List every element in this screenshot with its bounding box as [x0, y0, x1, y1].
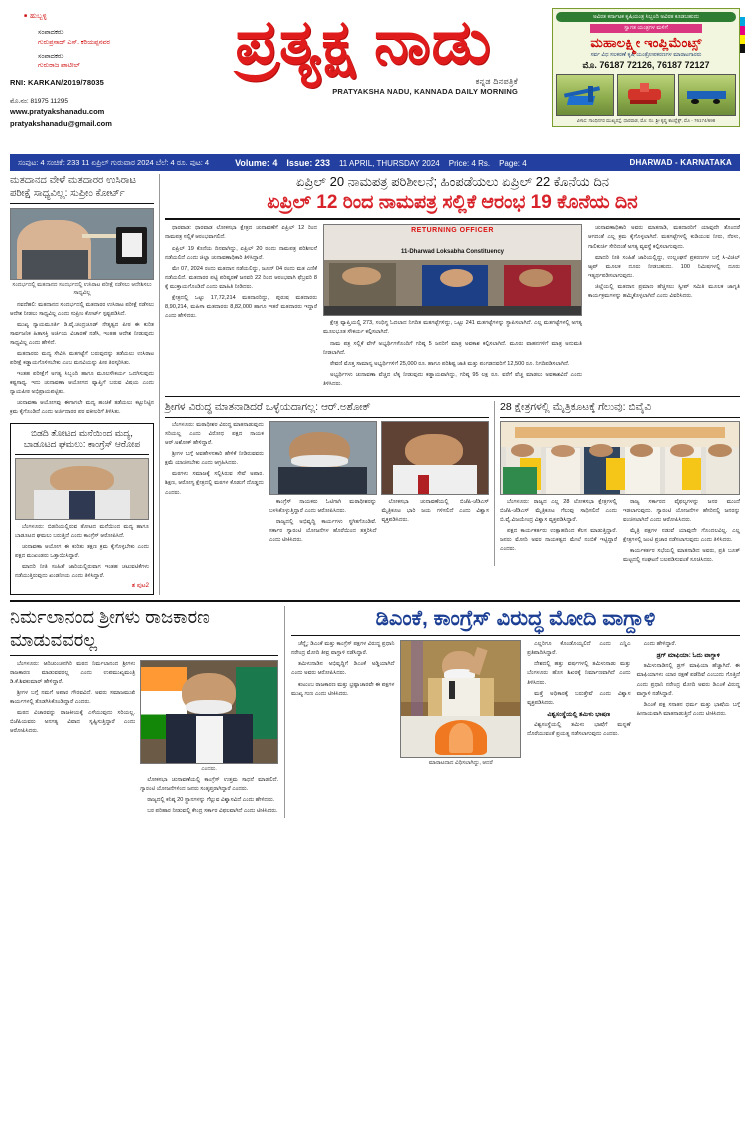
paragraph: ಬೆಂಗಳೂರು: ರಾಜ್ಯದ ಎಲ್ಲ 28 ಲೋಕಸಭಾ ಕ್ಷೇತ್ರಗಳಲ್ಲಿ ಬಿಜೆಪಿ-ಜೆಡಿಎಸ್ ಮೈತ್ರಿಕೂಟ ಗೆಲುವು ಸಾಧಿಸಲಿದೆ ಎಂದು ಬಿ.ವೈ.ವಿಜಯೇಂದ್ರ ವಿಶ್ವಾಸ ವ್ಯಕ್ತಪಡಿಸಿದ್ದಾರೆ. — [500, 499, 617, 524]
paragraph: ಬೆಂಗಳೂರು: ಮಠಾಧೀಶರ ವಿರುದ್ಧ ಮಾತನಾಡುವುದು ಸರಿಯಲ್ಲ ಎಂದು ವಿರೋಧ ಪಕ್ಷದ ನಾಯಕ ಆರ್.ಅಶೋಕ್ ಹೇಳಿದ್ದಾರೆ. — [165, 422, 264, 447]
editor-role-2: ಸಂಪಾದಕರು — [38, 52, 64, 60]
color-registration-strip — [740, 17, 745, 53]
paragraph: ಮತ್ತೆ ಅಧಿಕಾರಕ್ಕೆ ಬರುತ್ತೇವೆ ಎಂದು ವಿಶ್ವಾಸ ವ್ಯಕ್ತಪಡಿಸಿದರು. — [527, 690, 631, 706]
bottom-right-story — [291, 606, 740, 818]
mid-story-ashok — [165, 401, 489, 566]
editor-name-1: ಗುರುಪ್ರಸಾದ್ ಎಸ್. ಕರಿಯಪ್ಪನವರ — [38, 38, 110, 46]
contact-phone: ಮೊ.ನಂ: 81975 11295 — [10, 97, 68, 105]
bottom-right-subhead-2: ವಿಶ್ವಸಂಸ್ಥೆಯಲ್ಲಿ ತಮಿಳು ಭಾಷಣ — [547, 710, 611, 718]
returning-officer-photo — [323, 224, 582, 316]
rni-number: RNI: KARKAN/2019/78035 — [10, 77, 104, 87]
paragraph: ಮಾದರಿ ನೀತಿ ಸಂಹಿತೆ ಜಾರಿಯಲ್ಲಿದ್ದು, ಉಲ್ಲಂಘನೆ ಪ್ರಕರಣಗಳ ಬಗ್ಗೆ ಸಿ-ವಿಜಿಲ್ ಆ್ಯಪ್ ಮೂಲಕ ದೂರು ನೀಡಬಹುದು. 100 ನಿಮಿಷಗಳಲ್ಲಿ ದೂರು ಇತ್ಯರ್ಥಪಡಿಸಲಾಗುವುದು. — [588, 254, 741, 279]
paragraph: ಮೇ 07, 2024 ರಂದು ಮತದಾನ ನಡೆಯಲಿದ್ದು, ಜೂನ್ 04 ರಂದು ಮತ ಎಣಿಕೆ ನಡೆಯಲಿದೆ. ಮತದಾರರ ಪಟ್ಟಿ ಪರಿಷ್ಕರಣೆ ಜನವರಿ 22 ರಿಂದ ಆರಂಭವಾಗಿ ಫೆಬ್ರವರಿ 8 ಕ್ಕೆ ಮುಕ್ತಾಯಗೊಂಡಿದೆ ಎಂದು ಮಾಹಿತಿ ನೀಡಿದರು. — [165, 265, 318, 290]
paragraph: ಏಪ್ರಿಲ್ 19 ಕೊನೆಯ ದಿನವಾಗಿದ್ದು, ಏಪ್ರಿಲ್ 20 ರಂದು ನಾಮಪತ್ರ ಪರಿಶೀಲನೆ ನಡೆಯಲಿದೆ ಎಂದು ಜಿಲ್ಲಾ ಚುನಾವಣಾಧಿಕಾರಿ ತಿಳಿಸಿದ್ದಾರೆ. — [165, 245, 318, 261]
paragraph: ಬರ ಪರಿಹಾರ ನೀಡುವಲ್ಲಿ ಕೇಂದ್ರ ಸರ್ಕಾರ ವಿಫಲವಾಗಿದೆ ಎಂದು ಟೀಕಿಸಿದರು. — [147, 808, 278, 815]
lead-headline[interactable]: ಏಪ್ರಿಲ್ 12 ರಿಂದ ನಾಮಪತ್ರ ಸಲ್ಲಿಕೆ ಆರಂಭ 19 ಕೊನೆಯ ದಿನ — [267, 191, 638, 213]
continued-marker: ಶ ಪುಟ2 — [131, 583, 149, 590]
paragraph: ನಾಮ ಪತ್ರ ಸಲ್ಲಿಕೆ ವೇಳೆ ಅಭ್ಯರ್ಥಿಗಳೊಂದಿಗೆ ಗರಿಷ್ಠ 5 ಜನರಿಗೆ ಮಾತ್ರ ಅವಕಾಶ ಕಲ್ಪಿಸಲಾಗಿದೆ. ಮೂರು ವಾಹನಗಳಿಗೆ ಮಾತ್ರ ಅನುಮತಿ ನೀಡಲಾಗಿದೆ. — [323, 340, 582, 356]
ashok-photo — [381, 421, 489, 495]
paragraph: ಕ್ಷೇತ್ರ ವ್ಯಾಪ್ತಿಯಲ್ಲಿ 273, ಸಂಧಿಗ್ಧ ಓದಲಾದ ನಿಗದಿತ ಮತಗಟ್ಟೆಗಳಿದ್ದು, ಒಟ್ಟು 241 ಮತಗಟ್ಟೆಗಳನ್ನು ಸ್ಥಾಪಿಸಲಾಗಿದೆ. ಎಲ್ಲ ಮತಗಟ್ಟೆಗಳಲ್ಲಿ ಅಗತ್ಯ ಮೂಲಭೂತ ಸೌಕರ್ಯ ಕಲ್ಪಿಸಲಾಗಿದೆ. — [323, 320, 582, 336]
ad-product-images — [556, 74, 736, 116]
boxed-story-body — [15, 523, 149, 581]
paragraph: ಬೆಂಗಳೂರು: ಬಿಡದಿಯಲ್ಲಿರುವ ತೋಟದ ಮನೆಯಿಂದ ಮದ್ಯ ಹಾಗೂ ಬಾಡೂಟದ ಘಮಲು ಬರುತ್ತಿದೆ ಎಂದು ಕಾಂಗ್ರೆಸ್ ಆರೋಪಿಸಿದೆ. — [15, 523, 149, 539]
bottom-right-col-a — [291, 640, 394, 768]
paragraph: ಚೆನ್ನೈ: ಡಿಎಂಕೆ ಮತ್ತು ಕಾಂಗ್ರೆಸ್ ಪಕ್ಷಗಳ ವಿರುದ್ಧ ಪ್ರಧಾನಿ ನರೇಂದ್ರ ಮೋದಿ ತೀವ್ರ ವಾಗ್ದಾಳಿ ನಡೆಸಿದ್ದಾರೆ. — [291, 641, 395, 657]
bottom-right-caption: ಮಾರಾಟದಾದ ವಿಧಿಸಲಾಗಿದ್ದು, ಆದರೆ — [428, 760, 493, 767]
issue-date: 11 APRIL, THURSDAY 2024 — [338, 158, 440, 168]
masthead-left-info — [10, 8, 175, 129]
ad-description: ಸರ್ವ ವಿಧ ಸಲಕರಣೆ ಕೃಷಿ ಯಂತ್ರೋಪಕರಣಗಳ ಮಾರಾಟಗಾರರು — [590, 52, 702, 58]
masthead — [10, 8, 740, 150]
contact-website[interactable]: www.pratyakshanadu.com — [10, 107, 105, 117]
issue-pages: Page: 4 — [499, 158, 527, 168]
issue-info-kannada: ಸಂಪುಟ: 4 ಸಂಚಿಕೆ: 233 11 ಏಪ್ರಿಲ್ ಗುರುವಾರ 2024 ಬೆಲೆ: 4 ರೂ. ಪುಟ: 4 — [18, 157, 210, 167]
paragraph: ಮಾದರಿ ನೀತಿ ಸಂಹಿತೆ ಜಾರಿಯಲ್ಲಿರುವಾಗ ಇಂತಹ ಚಟುವಟಿಕೆಗಳು ನಡೆಯುತ್ತಿರುವುದು ಖಂಡನೀಯ ಎಂದು ತಿಳಿಸಿದ್ದಾರೆ. — [15, 564, 149, 580]
ad-product-rotavator — [617, 74, 675, 116]
paragraph: ಚುನಾವಣಾ ಆಯೋಗವು ಈಗಾಗಲೇ ಮದ್ಯ ಹಂಚಿಕೆ ತಡೆಯಲು ಕಟ್ಟುನಿಟ್ಟಿನ ಕ್ರಮ ಕೈಗೊಂಡಿದೆ ಎಂದು ಅರ್ಜಿದಾರರ ಪರ ವಕೀಲರಿಗೆ ತಿಳಿಸಿತು. — [10, 400, 154, 416]
ad-product-plough — [556, 74, 614, 116]
mid-stories-row — [165, 401, 740, 566]
tagline-english: PRATYAKSHA NADU, KANNADA DAILY MORNING — [332, 87, 518, 97]
paragraph: ಶ್ರೀಗಳ ಬಗ್ಗೆ ನಮಗೆ ಅಪಾರ ಗೌರವವಿದೆ. ಅವರು ಸಮಾಜಮುಖಿ ಕಾರ್ಯಗಳಲ್ಲಿ ತೊಡಗಿಸಿಕೊಂಡಿದ್ದಾರೆ ಎಂದರು. — [10, 690, 136, 706]
paragraph: ಮುಖ್ಯ ನ್ಯಾಯಮೂರ್ತಿ ಡಿ.ವೈ.ಚಂದ್ರಚೂಡ್ ನೇತೃತ್ವದ ಪೀಠ ಈ ಕುರಿತ ಸಾರ್ವಜನಿಕ ಹಿತಾಸಕ್ತಿ ಅರ್ಜಿಯ ವಿಚಾರಣೆ ನಡೆಸಿ, ಇಂತಹ ಆದೇಶ ನೀಡುವುದು ಸಾಧ್ಯವಿಲ್ಲ ಎಂದು ಹೇಳಿದೆ. — [10, 322, 154, 347]
bottom-left-col-a — [10, 660, 135, 818]
paragraph: ರಾಜ್ಯದಲ್ಲಿ ಅಭಿವೃದ್ಧಿ ಕಾರ್ಯಗಳು ಸ್ಥಗಿತಗೊಂಡಿವೆ. ಸರ್ಕಾರ ಗ್ಯಾರಂಟಿ ಯೋಜನೆಗಳ ಹೊರೆಯಿಂದ ತತ್ತರಿಸಿದೆ ಎಂದು ಟೀಕಿಸಿದರು. — [268, 519, 377, 544]
bottom-left-photo-col — [140, 660, 278, 818]
mid-story-headline[interactable]: ಶ್ರೀಗಳ ವಿರುದ್ಧ ಮಾತನಾಡಿದರೆ ಒಳ್ಳೆಯದಾಗಲ್ಲ: ಆರ್.ಅಶೋಕ್ — [165, 400, 371, 413]
boxed-story-headline[interactable]: ಬಿಡದಿ ತೋಟದ ಮನೆಯಿಂದ ಮದ್ಯ, ಬಾಡೂಟದ ಘಮಲು: ಕಾಂಗ್ರೆಸ್ ಆರೋಪ — [23, 427, 141, 450]
paragraph: ಧಾರವಾಡ: ಧಾರವಾಡ ಲೋಕಸಭಾ ಕ್ಷೇತ್ರದ ಚುನಾವಣೆಗೆ ಏಪ್ರಿಲ್ 12 ರಿಂದ ನಾಮಪತ್ರ ಸಲ್ಲಿಕೆ ಆರಂಭವಾಗಲಿದೆ. — [165, 225, 318, 241]
ad-box[interactable] — [552, 8, 740, 127]
lead-text-col-1 — [165, 224, 317, 390]
paragraph: ಚುನಾವಣಾ ಆಯೋಗ ಈ ಕುರಿತು ತಕ್ಷಣ ಕ್ರಮ ಕೈಗೊಳ್ಳಬೇಕು ಎಂದು ಪಕ್ಷದ ಮುಖಂಡರು ಒತ್ತಾಯಿಸಿದ್ದಾರೆ. — [15, 543, 149, 560]
paragraph: ಮಠಗಳು ಸಮಾಜಕ್ಕೆ ಸಲ್ಲಿಸಿರುವ ಸೇವೆ ಅಪಾರ. ಶಿಕ್ಷಣ, ಆರೋಗ್ಯ ಕ್ಷೇತ್ರದಲ್ಲಿ ಮಠಗಳ ಕೊಡುಗೆ ದೊಡ್ಡದು ಎಂದರು. — [165, 471, 264, 496]
issue-label: Issue: 233 — [286, 157, 330, 168]
paragraph: ಶ್ರೀಗಳ ಬಗ್ಗೆ ಅವಹೇಳನಕಾರಿ ಹೇಳಿಕೆ ನೀಡಿರುವವರು ಕ್ಷಮೆ ಯಾಚಿಸಬೇಕು ಎಂದು ಆಗ್ರಹಿಸಿದರು. — [165, 451, 264, 467]
issue-price: Price: 4 Rs. — [448, 158, 491, 168]
paragraph: ಕಾಂಗ್ರೆಸ್ ನಾಯಕರು ಓಟಿಗಾಗಿ ಮಠಾಧೀಶರನ್ನು ಬಳಸಿಕೊಳ್ಳುತ್ತಿದ್ದಾರೆ ಎಂದು ಆರೋಪಿಸಿದರು. — [268, 499, 377, 515]
paragraph: ಡಿಎಂಕೆ ಪಕ್ಷ ಸನಾತನ ಧರ್ಮ ಮತ್ತು ಭಾಷೆಯ ಬಗ್ಗೆ ಹೀನಾಯವಾಗಿ ಮಾತನಾಡುತ್ತಿದೆ ಎಂದು ಟೀಕಿಸಿದರು. — [636, 701, 740, 717]
left-story-headline[interactable]: ಮತದಾನದ ವೇಳೆ ಮತದಾರರ ಉಸಿರಾಟ ಪರೀಕ್ಷೆ ಸಾಧ್ಯವಿಲ್ಲ: ಸುಪ್ರೀಂ ಕೋರ್ಟ್ — [10, 175, 136, 199]
bottom-right-col-b — [527, 640, 630, 768]
paragraph: ತಮಿಳುನಾಡಿನಲ್ಲಿ ಡ್ರಗ್ ಮಾಫಿಯಾ ಹೆಚ್ಚಾಗಿದೆ. ಈ ಮಾಫಿಯಾಗಳು ಯಾರ ರಕ್ಷಣೆ ಪಡೆದಿವೆ ಎಂಬುದು ಗೊತ್ತಿದೆ ಎಂದು ಪ್ರಧಾನಿ ನರೇಂದ್ರ ಮೋದಿ ಅವರು ಡಿಎಂಕೆ ವಿರುದ್ಧ ವಾಗ್ದಾಳಿ ನಡೆಸಿದ್ದಾರೆ. — [636, 663, 740, 697]
ad-phone-numbers: ಮೊ. 76187 72126, 76187 72127 — [582, 60, 710, 70]
contact-email[interactable]: pratyakshanadu@gmail.com — [10, 118, 112, 128]
issue-info-english — [235, 158, 527, 168]
banner-subtitle-text: 11-Dharwad Loksabha Constituency — [400, 248, 505, 255]
left-story-caption: ಸಂದರ್ಭದಲ್ಲಿ ಮತದಾನದ ಸಂದರ್ಭದಲ್ಲಿ ಉಸಿರಾಟ ಪರೀಕ್ಷೆ ನಡೆಸಲು ಆದೇಶಿಸಲು ಸಾಧ್ಯವಿಲ್ಲ — [12, 282, 152, 296]
dks-photo — [269, 421, 377, 495]
paragraph: ಲೋಕಸಭಾ ಚುನಾವಣೆಯಲ್ಲಿ ಕಾಂಗ್ರೆಸ್ ಉತ್ತಮ ಸಾಧನೆ ಮಾಡಲಿದೆ. ಗ್ಯಾರಂಟಿ ಯೋಜನೆಗಳಿಂದ ಜನರು ಸಂತೃಪ್ತರಾಗಿದ್ದಾರೆ ಎಂದರು. — [140, 777, 278, 793]
editor-role-1: ಸಂಪಾದಕರು — [38, 29, 64, 37]
modi-photo — [400, 640, 521, 758]
paragraph: ಮೈತ್ರಿ ಪಕ್ಷಗಳ ನಡುವೆ ಯಾವುದೇ ಗೊಂದಲವಿಲ್ಲ. ಎಲ್ಲ ಕ್ಷೇತ್ರಗಳಲ್ಲಿ ಜಂಟಿ ಪ್ರಚಾರ ನಡೆಸಲಾಗುವುದು ಎಂದು ತಿಳಿಸಿದರು. — [623, 528, 740, 544]
bottom-left-story — [10, 606, 278, 818]
paragraph: ಠೇವಣಿ ಮೊತ್ತ ಸಾಮಾನ್ಯ ಅಭ್ಯರ್ಥಿಗಳಿಗೆ 25,000 ರೂ. ಹಾಗೂ ಪರಿಶಿಷ್ಟ ಜಾತಿ ಮತ್ತು ಪಂಗಡದವರಿಗೆ 12,500 ರೂ. ನಿಗದಿಪಡಿಸಲಾಗಿದೆ. — [330, 360, 570, 367]
ad-pink-ribbon: ಸ್ವಾಗತ ಯಂತ್ರಗಳ ಮಳಿಗೆ — [590, 24, 702, 33]
paragraph: ಮಠದ ವಿಚಾರವನ್ನು ರಾಜಕೀಯಕ್ಕೆ ಎಳೆಯುವುದು ಸರಿಯಲ್ಲ. ಬಿಜೆಪಿಯವರು ಅನಗತ್ಯ ವಿವಾದ ಸೃಷ್ಟಿಸುತ್ತಿದ್ದಾರೆ ಎಂದು ಆರೋಪಿಸಿದರು. — [10, 710, 136, 735]
paragraph: ದೇಶದಲ್ಲಿ ಹತ್ತು ವರ್ಷಗಳಲ್ಲಿ ತಮಿಳುನಾಡು ಮತ್ತು ಬೆಂಗಳೂರು ಹೊಸ ಶಿಖರಕ್ಕೆ ನಿರ್ಮಾಣವಾಗಿದೆ ಎಂದು ತಿಳಿಸಿದರು. — [527, 661, 631, 686]
editor-block-2 — [10, 52, 175, 71]
masthead-advertisement[interactable] — [552, 8, 740, 127]
bottom-stories-row — [10, 606, 740, 818]
ad-green-band: ಅವಿರತ ಕರ್ನಾಟಕ ಕೃಷಿಯಂತ್ರ ಸಿಬ್ಬಂದಿ ಅವಿರತ ಕೂಡಬಹುದು — [556, 12, 736, 22]
masthead-edition-label: ■ ಹುಬ್ಬಳ್ಳಿ — [10, 12, 175, 22]
main-content-grid — [10, 174, 740, 595]
paragraph: ಪಕ್ಷದ ಕಾರ್ಯಕರ್ತರು ಉತ್ಸಾಹದಿಂದ ಕೆಲಸ ಮಾಡುತ್ತಿದ್ದಾರೆ. ಜನರು ಮೋದಿ ಅವರ ನಾಯಕತ್ವದ ಮೇಲೆ ನಂಬಿಕೆ ಇಟ್ಟಿದ್ದಾರೆ ಎಂದರು. — [500, 528, 617, 553]
bottom-right-col-c — [637, 640, 740, 768]
lead-text-col-3 — [588, 224, 740, 390]
paragraph: ಅಭ್ಯರ್ಥಿಗಳು ಚುನಾವಣಾ ವೆಚ್ಚದ ಲೆಕ್ಕ ನೀಡುವುದು ಕಡ್ಡಾಯವಾಗಿದ್ದು, ಗರಿಷ್ಠ 95 ಲಕ್ಷ ರೂ. ವರೆಗೆ ವೆಚ್ಚ ಮಾಡಲು ಅವಕಾಶವಿದೆ ಎಂದು ತಿಳಿಸಿದರು. — [323, 371, 582, 387]
right-story-body — [500, 498, 740, 565]
editor-name-2: ಗುರುರಾಜ ಪಾಟೀಲ್ — [38, 62, 80, 70]
paragraph: ಲೋಕಸಭಾ ಚುನಾವಣೆಯಲ್ಲಿ ಬಿಜೆಪಿ-ಜೆಡಿಎಸ್ ಮೈತ್ರಿಕೂಟ ಭಾರಿ ಜಯ ಗಳಿಸಲಿದೆ ಎಂದು ವಿಶ್ವಾಸ ವ್ಯಕ್ತಪಡಿಸಿದರು. — [381, 499, 490, 524]
editor-block-1 — [10, 28, 175, 47]
tagline-kannada: ಕನ್ನಡ ದಿನಪತ್ರಿಕೆ — [475, 77, 518, 87]
contact-block — [10, 97, 175, 129]
paragraph: ಕುಟುಂಬ ರಾಜಕಾರಣ ಮತ್ತು ಭ್ರಷ್ಟಾಚಾರವೇ ಈ ಪಕ್ಷಗಳ ಮುಖ್ಯ ಗುಣ ಎಂದು ಟೀಕಿಸಿದರು. — [291, 681, 395, 697]
paragraph: ನವದೆಹಲಿ: ಮತದಾನದ ಸಂದರ್ಭದಲ್ಲಿ ಮತದಾರರ ಉಸಿರಾಟ ಪರೀಕ್ಷೆ ನಡೆಸಲು ಆದೇಶ ನೀಡಲು ಸಾಧ್ಯವಿಲ್ಲ ಎಂದು ಸುಪ್ರೀಂ ಕೋರ್ಟ್ ಸ್ಪಷ್ಟಪಡಿಸಿದೆ. — [10, 301, 154, 317]
newspaper-logo: ಪ್ರತ್ಯಕ್ಷ ನಾಡು — [235, 8, 492, 77]
boxed-story-photo — [15, 458, 149, 520]
dk-shivakumar-photo — [140, 660, 278, 764]
paragraph: ಕ್ಷೇತ್ರದಲ್ಲಿ ಒಟ್ಟು 17,72,214 ಮತದಾರರಿದ್ದು, ಪುರುಷ ಮತದಾರರು 8,90,214, ಮಹಿಳಾ ಮತದಾರರು 8,82,000 ಹಾಗೂ ಇತರೆ ಮತದಾರರು ಇದ್ದಾರೆ ಎಂದು ಹೇಳಿದರು. — [165, 294, 318, 319]
issue-info-bar — [10, 154, 740, 171]
lead-photo-and-text — [323, 224, 582, 390]
paragraph: ಚುನಾವಣಾಧಿಕಾರಿ ಅವರು ಮಾತನಾಡಿ, ಮತದಾರರಿಗೆ ಯಾವುದೇ ತೊಂದರೆ ಆಗದಂತೆ ಎಲ್ಲ ಕ್ರಮ ಕೈಗೊಳ್ಳಲಾಗಿದೆ. ಮತಗಟ್ಟೆಗಳಲ್ಲಿ ಕುಡಿಯುವ ನೀರು, ನೆರಳು, ಗಾಲಿಕುರ್ಚಿ ಸೇರಿದಂತೆ ಅಗತ್ಯ ವ್ಯವಸ್ಥೆ ಕಲ್ಪಿಸಲಾಗುವುದು. — [588, 225, 741, 250]
bottom-left-caption: ಎಂದರು. — [201, 766, 217, 773]
paragraph: ಇಂತಹ ಪರೀಕ್ಷೆಗೆ ಅಗತ್ಯ ಸಿಬ್ಬಂದಿ ಹಾಗೂ ಮೂಲಸೌಕರ್ಯ ಒದಗಿಸುವುದು ಕಷ್ಟಸಾಧ್ಯ. ಇದು ಚುನಾವಣಾ ಆಯೋಗದ ವ್ಯಾಪ್ತಿಗೆ ಬರುವ ವಿಷಯ ಎಂದು ನ್ಯಾಯಪೀಠ ಅಭಿಪ್ರಾಯಪಟ್ಟಿತು. — [10, 371, 154, 396]
left-story-body — [10, 301, 154, 418]
lead-kicker: ಏಪ್ರಿಲ್ 20 ನಾಮಪತ್ರ ಪರಿಶೀಲನೆ; ಹಿಂಪಡೆಯಲು ಏಪ್ರಿಲ್ 22 ಕೊನೆಯ ದಿನ — [296, 174, 609, 189]
banner-title-text: RETURNING OFFICER — [411, 227, 494, 235]
paragraph: ವಿಶ್ವಸಂಸ್ಥೆಯಲ್ಲಿ ತಮಿಳು ಭಾಷೆಗೆ ಮನ್ನಣೆ ದೊರೆಯುವಂತೆ ಪ್ರಯತ್ನ ನಡೆಸಲಾಗುವುದು ಎಂದರು. — [527, 721, 631, 737]
bottom-right-subhead-1: ಡ್ರಗ್ ಮಾಫಿಯಾ: ಓದು ವಾಗ್ದಾಳಿ — [656, 652, 720, 660]
left-story-photo — [10, 208, 154, 280]
paragraph: ಕಾರ್ಯಕರ್ತರ ಸಭೆಯಲ್ಲಿ ಮಾತನಾಡಿದ ಅವರು, ಪ್ರತಿ ಬೂತ್ ಮಟ್ಟದಲ್ಲಿ ಸಂಘಟನೆ ಬಲಪಡಿಸುವಂತೆ ಸೂಚಿಸಿದರು. — [623, 548, 740, 564]
paragraph: ಬೆಂಗಳೂರು: ಆದಿಚುಂಚನಗಿರಿ ಮಠದ ನಿರ್ಮಲಾನಂದ ಶ್ರೀಗಳು ರಾಜಕಾರಣ ಮಾಡುವವರಲ್ಲ ಎಂದು ಉಪಮುಖ್ಯಮಂತ್ರಿ ಡಿ.ಕೆ.ಶಿವಕುಮಾರ್ ಹೇಳಿದ್ದಾರೆ. — [10, 661, 136, 686]
masthead-logo-area — [175, 8, 552, 96]
ad-business-name: ಮಹಾಲಕ್ಷ್ಮೀ ಇಂಪ್ಲಿಮೆಂಟ್ಸ್ — [590, 35, 702, 50]
publication-place: DHARWAD - KARNATAKA — [629, 158, 732, 167]
masthead-tagline-wrap — [175, 77, 552, 96]
left-column — [10, 174, 160, 595]
paragraph: ಮತದಾರರು ಮದ್ಯ ಸೇವಿಸಿ ಮತಗಟ್ಟೆಗೆ ಬರುವುದನ್ನು ತಡೆಯಲು ಉಸಿರಾಟ ಪರೀಕ್ಷೆ ಕಡ್ಡಾಯಗೊಳಿಸಬೇಕು ಎಂಬ ಮನವಿಯನ್ನು ಪೀಠ ತಿರಸ್ಕರಿಸಿತು. — [10, 351, 154, 367]
paragraph: ರಾಜ್ಯ ಸರ್ಕಾರದ ವೈಫಲ್ಯಗಳನ್ನು ಜನರ ಮುಂದೆ ಇಡಲಾಗುವುದು. ಗ್ಯಾರಂಟಿ ಯೋಜನೆಗಳ ಹೆಸರಿನಲ್ಲಿ ಜನರನ್ನು ವಂಚಿಸಲಾಗಿದೆ ಎಂದು ಆರೋಪಿಸಿದರು. — [623, 499, 740, 524]
paragraph: ರಾಜ್ಯದಲ್ಲಿ ಕನಿಷ್ಠ 20 ಸ್ಥಾನಗಳನ್ನು ಗೆಲ್ಲುವ ವಿಶ್ವಾಸವಿದೆ ಎಂದು ಹೇಳಿದರು. — [147, 797, 275, 804]
paragraph: ಜಿಲ್ಲೆಯಲ್ಲಿ ಮತದಾನ ಪ್ರಮಾಣ ಹೆಚ್ಚಿಸಲು ಸ್ವೀಪ್ ಸಮಿತಿ ಮೂಲಕ ಜಾಗೃತಿ ಕಾರ್ಯಕ್ರಮಗಳನ್ನು ಹಮ್ಮಿಕೊಳ್ಳಲಾಗಿದೆ ಎಂದು ವಿವರಿಸಿದರು. — [588, 283, 741, 299]
bottom-right-photo-col — [400, 640, 521, 768]
paragraph: ಎಂದು ಹೇಳಿದ್ದಾರೆ. — [643, 641, 677, 648]
paragraph: ಎಲ್ಲರಿಗೂ ಕೊಂಡೊಯ್ಯಲಿದೆ ಎಂದು ಎನ್ಡಿಎ ಪ್ರತಿಪಾದಿಸಿದ್ದಾರೆ. — [527, 641, 631, 657]
right-story-headline[interactable]: 28 ಕ್ಷೇತ್ರಗಳಲ್ಲಿ ಮೈತ್ರಿಕೂಟಕ್ಕೆ ಗೆಲುವು: ಬಿವೈವಿ — [500, 400, 652, 413]
mid-story-bjp-alliance — [500, 401, 740, 566]
paragraph: ತಮಿಳುನಾಡಿನ ಅಭಿವೃದ್ಧಿಗೆ ಡಿಎಂಕೆ ಅಡ್ಡಿಯಾಗಿದೆ ಎಂದು ಅವರು ಆರೋಪಿಸಿದರು. — [291, 661, 395, 677]
alliance-group-photo — [500, 421, 740, 495]
lead-story — [165, 174, 740, 391]
ad-product-trailer — [678, 74, 736, 116]
bottom-left-headline[interactable]: ನಿರ್ಮಲಾನಂದ ಶ್ರೀಗಳು ರಾಜಕಾರಣ ಮಾಡುವವರಲ್ಲ — [10, 607, 210, 650]
left-boxed-story — [10, 423, 154, 596]
bottom-right-headline[interactable]: ಡಿಎಂಕೆ, ಕಾಂಗ್ರೆಸ್ ವಿರುದ್ಧ ಮೋದಿ ವಾಗ್ದಾಳಿ — [375, 607, 656, 631]
ad-address-footer: ವಿಳಾಸ: ಗಾಂಧಿನಗರ ಮುಖ್ಯರಸ್ತೆ, ಧಾರವಾಡ, ಮೊ: ನಂ. ಶ್ರೀ ಕೃಷ್ಣ ಕಾಂಪ್ಲೆಕ್ಸ್, ಮೊ - 76174/698 — [576, 118, 716, 123]
volume-label: Volume: 4 — [235, 157, 278, 168]
